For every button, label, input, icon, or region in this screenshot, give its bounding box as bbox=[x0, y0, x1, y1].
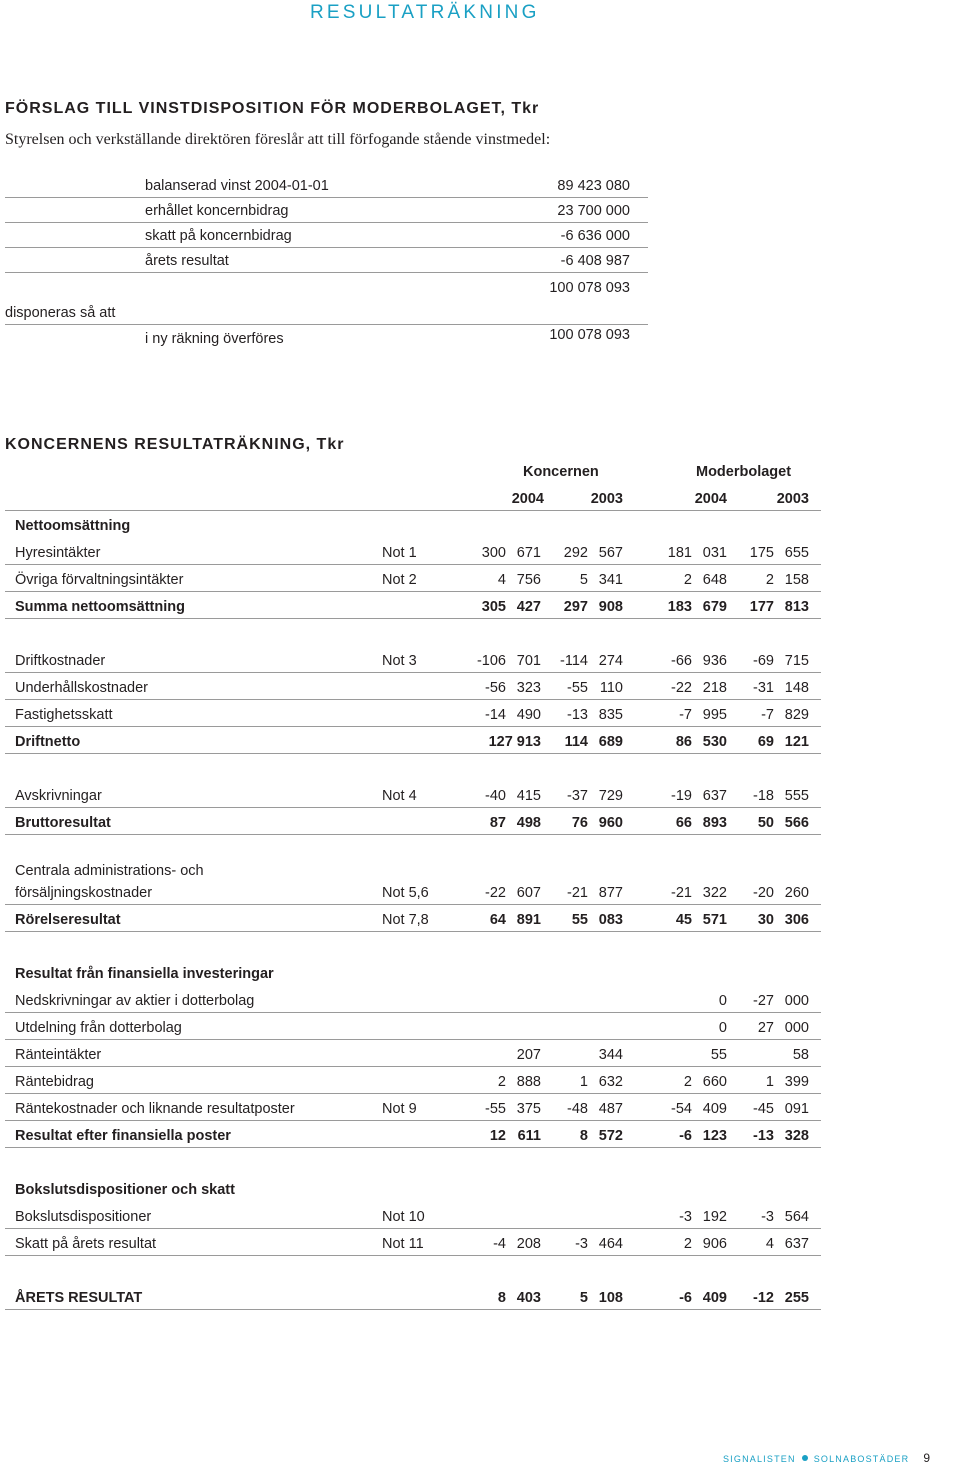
cell-units: 208 bbox=[516, 1236, 541, 1252]
cell-units: 906 bbox=[702, 1236, 727, 1252]
cell-thousands: 66 bbox=[675, 815, 692, 831]
cell-thousands: 50 bbox=[757, 815, 774, 831]
cell-thousands: -3 bbox=[575, 1236, 588, 1252]
cell-units: 715 bbox=[784, 653, 809, 669]
row-divider bbox=[5, 1012, 821, 1013]
cell-thousands: -22 bbox=[671, 680, 692, 696]
row-divider bbox=[5, 726, 821, 727]
cell-thousands: 12 bbox=[489, 1128, 506, 1144]
proposal-row-value: -6 408 987 bbox=[560, 253, 630, 269]
cell-units: 689 bbox=[598, 734, 623, 750]
cell-units: 888 bbox=[516, 1074, 541, 1090]
cell-units: 000 bbox=[784, 993, 809, 1009]
proposal-heading: FÖRSLAG TILL VINSTDISPOSITION FÖR MODERBOLAGET, Tkr bbox=[5, 100, 540, 117]
cell-units: 835 bbox=[598, 707, 623, 723]
cell-thousands: 27 bbox=[757, 1020, 774, 1036]
cell-units: 679 bbox=[702, 599, 727, 615]
row-divider bbox=[5, 1120, 821, 1121]
cell-units: 498 bbox=[516, 815, 541, 831]
cell-units: 322 bbox=[702, 885, 727, 901]
cell-thousands: -106 bbox=[476, 653, 506, 669]
cell-thousands: -69 bbox=[753, 653, 774, 669]
cell-units: 637 bbox=[702, 788, 727, 804]
cell-units: 490 bbox=[516, 707, 541, 723]
cell-thousands: 183 bbox=[667, 599, 692, 615]
row-label: ÅRETS RESULTAT bbox=[15, 1290, 143, 1306]
cell-thousands: 300 bbox=[481, 545, 506, 561]
cell-thousands: 1 bbox=[579, 1074, 588, 1090]
cell-thousands: 55 bbox=[571, 912, 588, 928]
cell-thousands: 69 bbox=[757, 734, 774, 750]
cell-units: 207 bbox=[516, 1047, 541, 1063]
row-divider bbox=[5, 1228, 821, 1229]
cell-units: 409 bbox=[702, 1290, 727, 1306]
row-note: Not 4 bbox=[382, 788, 417, 804]
row-label: Centrala administrations- och bbox=[15, 863, 204, 879]
cell-thousands: -7 bbox=[679, 707, 692, 723]
row-note: Not 5,6 bbox=[382, 885, 429, 901]
row-label: Bokslutsdispositioner och skatt bbox=[15, 1182, 235, 1198]
cell-thousands: -4 bbox=[493, 1236, 506, 1252]
cell-units: 58 bbox=[792, 1047, 809, 1063]
cell-units: 637 bbox=[784, 1236, 809, 1252]
cell-thousands: -12 bbox=[753, 1290, 774, 1306]
cell-thousands: -54 bbox=[671, 1101, 692, 1117]
cell-thousands: 30 bbox=[757, 912, 774, 928]
cell-thousands: 2 bbox=[683, 572, 692, 588]
row-divider bbox=[5, 197, 648, 198]
cell-units: 375 bbox=[516, 1101, 541, 1117]
row-label: Nedskrivningar av aktier i dotterbolag bbox=[15, 993, 255, 1009]
cell-thousands: -14 bbox=[485, 707, 506, 723]
cell-units: 567 bbox=[598, 545, 623, 561]
footer-brand-signalisten: SIGNALISTEN bbox=[722, 1454, 796, 1464]
cell-units: 555 bbox=[784, 788, 809, 804]
page-number: 9 bbox=[923, 1451, 930, 1465]
proposal-total: 100 078 093 bbox=[549, 280, 630, 296]
cell-units: 409 bbox=[702, 1101, 727, 1117]
bullet-icon bbox=[802, 1455, 808, 1461]
cell-thousands: 305 bbox=[481, 599, 506, 615]
cell-thousands: -21 bbox=[567, 885, 588, 901]
cell-thousands: -114 bbox=[560, 653, 588, 669]
row-label: Fastighetsskatt bbox=[15, 707, 113, 723]
cell-units: 877 bbox=[598, 885, 623, 901]
cell-thousands: 86 bbox=[675, 734, 692, 750]
row-label: Utdelning från dotterbolag bbox=[15, 1020, 182, 1036]
row-divider bbox=[5, 753, 821, 754]
row-divider bbox=[5, 1066, 821, 1067]
cell-units: 108 bbox=[598, 1290, 623, 1306]
row-label: Skatt på årets resultat bbox=[15, 1236, 157, 1252]
footer-brand-solnabostader: SOLNABOSTÄDER bbox=[813, 1454, 910, 1464]
cell-thousands: 2 bbox=[683, 1236, 692, 1252]
cell-units: 729 bbox=[598, 788, 623, 804]
cell-thousands: -6 bbox=[679, 1290, 692, 1306]
row-label: Avskrivningar bbox=[15, 788, 102, 804]
proposal-row-label: skatt på koncernbidrag bbox=[145, 228, 292, 244]
cell-units: 403 bbox=[516, 1290, 541, 1306]
proposal-carried-value: 100 078 093 bbox=[549, 327, 630, 343]
cell-units: 632 bbox=[598, 1074, 623, 1090]
row-label: Hyresintäkter bbox=[15, 545, 101, 561]
cell-thousands: 87 bbox=[489, 815, 506, 831]
cell-units: 571 bbox=[702, 912, 727, 928]
cell-units: 960 bbox=[598, 815, 623, 831]
proposal-row-label: erhållet koncernbidrag bbox=[145, 203, 289, 219]
row-divider bbox=[5, 247, 648, 248]
cell-thousands: 45 bbox=[675, 912, 692, 928]
cell-units: 648 bbox=[702, 572, 727, 588]
cell-units: 123 bbox=[702, 1128, 727, 1144]
cell-thousands: 297 bbox=[563, 599, 588, 615]
cell-thousands: -18 bbox=[753, 788, 774, 804]
group-moderbolaget: Moderbolaget bbox=[696, 464, 792, 480]
cell-value: 127 913 bbox=[488, 734, 541, 750]
row-label: Ränteintäkter bbox=[15, 1047, 102, 1063]
cell-units: 701 bbox=[516, 653, 541, 669]
cell-units: 55 bbox=[710, 1047, 727, 1063]
cell-thousands: 292 bbox=[563, 545, 588, 561]
proposal-carried-label: i ny räkning överföres bbox=[145, 331, 284, 347]
cell-units: 091 bbox=[784, 1101, 809, 1117]
proposal-row-value: 89 423 080 bbox=[557, 178, 630, 194]
cell-thousands: -37 bbox=[567, 788, 588, 804]
cell-units: 0 bbox=[718, 993, 727, 1009]
cell-units: 427 bbox=[516, 599, 541, 615]
cell-units: 192 bbox=[702, 1209, 727, 1225]
cell-thousands: 5 bbox=[579, 1290, 588, 1306]
page-footer bbox=[723, 1451, 930, 1465]
cell-units: 671 bbox=[516, 545, 541, 561]
cell-thousands: -22 bbox=[485, 885, 506, 901]
row-label: Övriga förvaltningsintäkter bbox=[15, 572, 184, 588]
cell-thousands: -13 bbox=[567, 707, 588, 723]
row-label: Bruttoresultat bbox=[15, 815, 111, 831]
cell-thousands: 64 bbox=[489, 912, 506, 928]
row-divider bbox=[5, 564, 821, 565]
page-title: RESULTATRÄKNING bbox=[310, 2, 540, 23]
row-divider bbox=[5, 272, 648, 273]
cell-thousands: 114 bbox=[564, 734, 588, 750]
year-header: 2003 bbox=[590, 491, 623, 507]
cell-units: 611 bbox=[517, 1128, 541, 1144]
row-note: Not 10 bbox=[382, 1209, 425, 1225]
cell-units: 306 bbox=[784, 912, 809, 928]
cell-units: 323 bbox=[516, 680, 541, 696]
cell-units: 0 bbox=[718, 1020, 727, 1036]
row-divider bbox=[5, 1255, 821, 1256]
group-koncernen: Koncernen bbox=[523, 464, 599, 480]
row-divider bbox=[5, 324, 648, 325]
row-label: Summa nettoomsättning bbox=[15, 599, 185, 615]
cell-thousands: -21 bbox=[671, 885, 692, 901]
row-label: Underhållskostnader bbox=[15, 680, 148, 696]
row-divider bbox=[5, 1309, 821, 1310]
cell-units: 000 bbox=[784, 1020, 809, 1036]
row-note: Not 9 bbox=[382, 1101, 417, 1117]
cell-thousands: -55 bbox=[567, 680, 588, 696]
year-header: 2004 bbox=[511, 491, 544, 507]
cell-thousands: -66 bbox=[671, 653, 692, 669]
row-divider bbox=[5, 1093, 821, 1094]
row-note: Not 7,8 bbox=[382, 912, 429, 928]
row-divider bbox=[5, 931, 821, 932]
cell-thousands: 76 bbox=[571, 815, 588, 831]
cell-units: 121 bbox=[784, 734, 809, 750]
cell-units: 399 bbox=[784, 1074, 809, 1090]
proposal-row-label: årets resultat bbox=[145, 253, 229, 269]
cell-thousands: 1 bbox=[765, 1074, 774, 1090]
row-divider bbox=[5, 672, 821, 673]
cell-units: 158 bbox=[784, 572, 809, 588]
cell-thousands: -55 bbox=[485, 1101, 506, 1117]
cell-units: 110 bbox=[599, 680, 623, 696]
cell-thousands: -27 bbox=[753, 993, 774, 1009]
cell-thousands: 181 bbox=[667, 545, 692, 561]
cell-thousands: -45 bbox=[753, 1101, 774, 1117]
row-note: Not 2 bbox=[382, 572, 417, 588]
cell-thousands: 8 bbox=[497, 1290, 506, 1306]
cell-thousands: -6 bbox=[679, 1128, 692, 1144]
cell-units: 566 bbox=[784, 815, 809, 831]
cell-units: 260 bbox=[784, 885, 809, 901]
proposal-row-label: balanserad vinst 2004-01-01 bbox=[145, 178, 329, 194]
cell-thousands: 2 bbox=[497, 1074, 506, 1090]
cell-units: 274 bbox=[598, 653, 623, 669]
row-divider bbox=[5, 618, 821, 619]
cell-units: 344 bbox=[598, 1047, 623, 1063]
cell-units: 148 bbox=[784, 680, 809, 696]
cell-thousands: -3 bbox=[761, 1209, 774, 1225]
row-label: Driftkostnader bbox=[15, 653, 106, 669]
row-divider bbox=[5, 222, 648, 223]
cell-units: 891 bbox=[516, 912, 541, 928]
cell-thousands: -56 bbox=[485, 680, 506, 696]
cell-units: 341 bbox=[598, 572, 623, 588]
cell-units: 660 bbox=[702, 1074, 727, 1090]
header-divider bbox=[5, 510, 821, 511]
proposal-row-value: 23 700 000 bbox=[557, 203, 630, 219]
cell-units: 995 bbox=[702, 707, 727, 723]
proposal-intro: Styrelsen och verkställande direktören föreslår att till förfogande stående vinstmedel: bbox=[5, 131, 551, 148]
cell-thousands: 2 bbox=[683, 1074, 692, 1090]
row-label: Resultat efter finansiella poster bbox=[15, 1128, 231, 1144]
row-label: Räntebidrag bbox=[15, 1074, 94, 1090]
cell-units: 328 bbox=[784, 1128, 809, 1144]
cell-units: 936 bbox=[702, 653, 727, 669]
proposal-row-value: -6 636 000 bbox=[560, 228, 630, 244]
row-divider bbox=[5, 904, 821, 905]
cell-thousands: -19 bbox=[671, 788, 692, 804]
row-divider bbox=[5, 834, 821, 835]
row-label: Räntekostnader och liknande resultatposter bbox=[15, 1101, 295, 1117]
cell-units: 564 bbox=[784, 1209, 809, 1225]
cell-thousands: -31 bbox=[753, 680, 774, 696]
year-header: 2003 bbox=[776, 491, 809, 507]
row-divider bbox=[5, 591, 821, 592]
cell-thousands: -40 bbox=[485, 788, 506, 804]
cell-units: 908 bbox=[598, 599, 623, 615]
cell-units: 530 bbox=[702, 734, 727, 750]
cell-thousands: -48 bbox=[567, 1101, 588, 1117]
cell-units: 218 bbox=[702, 680, 727, 696]
row-note: Not 3 bbox=[382, 653, 417, 669]
cell-thousands: -20 bbox=[753, 885, 774, 901]
row-label: Bokslutsdispositioner bbox=[15, 1209, 152, 1225]
year-header: 2004 bbox=[694, 491, 727, 507]
cell-units: 415 bbox=[516, 788, 541, 804]
row-divider bbox=[5, 1147, 821, 1148]
cell-units: 083 bbox=[598, 912, 623, 928]
cell-units: 464 bbox=[598, 1236, 623, 1252]
cell-thousands: -3 bbox=[679, 1209, 692, 1225]
cell-thousands: 4 bbox=[765, 1236, 774, 1252]
row-label-cont: försäljningskostnader bbox=[15, 885, 153, 901]
cell-units: 031 bbox=[702, 545, 727, 561]
cell-units: 607 bbox=[516, 885, 541, 901]
row-label: Resultat från finansiella investeringar bbox=[15, 966, 274, 982]
cell-units: 255 bbox=[784, 1290, 809, 1306]
cell-units: 572 bbox=[598, 1128, 623, 1144]
row-divider bbox=[5, 699, 821, 700]
row-divider bbox=[5, 807, 821, 808]
cell-thousands: 175 bbox=[749, 545, 774, 561]
cell-thousands: -13 bbox=[753, 1128, 774, 1144]
cell-units: 893 bbox=[702, 815, 727, 831]
row-label: Rörelseresultat bbox=[15, 912, 121, 928]
cell-thousands: 2 bbox=[765, 572, 774, 588]
row-note: Not 11 bbox=[382, 1236, 424, 1252]
cell-units: 756 bbox=[516, 572, 541, 588]
row-divider bbox=[5, 1039, 821, 1040]
cell-units: 829 bbox=[784, 707, 809, 723]
cell-units: 487 bbox=[598, 1101, 623, 1117]
cell-thousands: -7 bbox=[761, 707, 774, 723]
cell-thousands: 5 bbox=[579, 572, 588, 588]
cell-units: 813 bbox=[784, 599, 809, 615]
proposal-disposed-label: disponeras så att bbox=[5, 305, 116, 321]
cell-units: 655 bbox=[784, 545, 809, 561]
row-label: Nettoomsättning bbox=[15, 518, 131, 534]
income-heading: KONCERNENS RESULTATRÄKNING, Tkr bbox=[5, 436, 345, 453]
row-note: Not 1 bbox=[382, 545, 417, 561]
cell-thousands: 8 bbox=[579, 1128, 588, 1144]
cell-thousands: 4 bbox=[497, 572, 506, 588]
cell-thousands: 177 bbox=[749, 599, 774, 615]
row-label: Driftnetto bbox=[15, 734, 81, 750]
